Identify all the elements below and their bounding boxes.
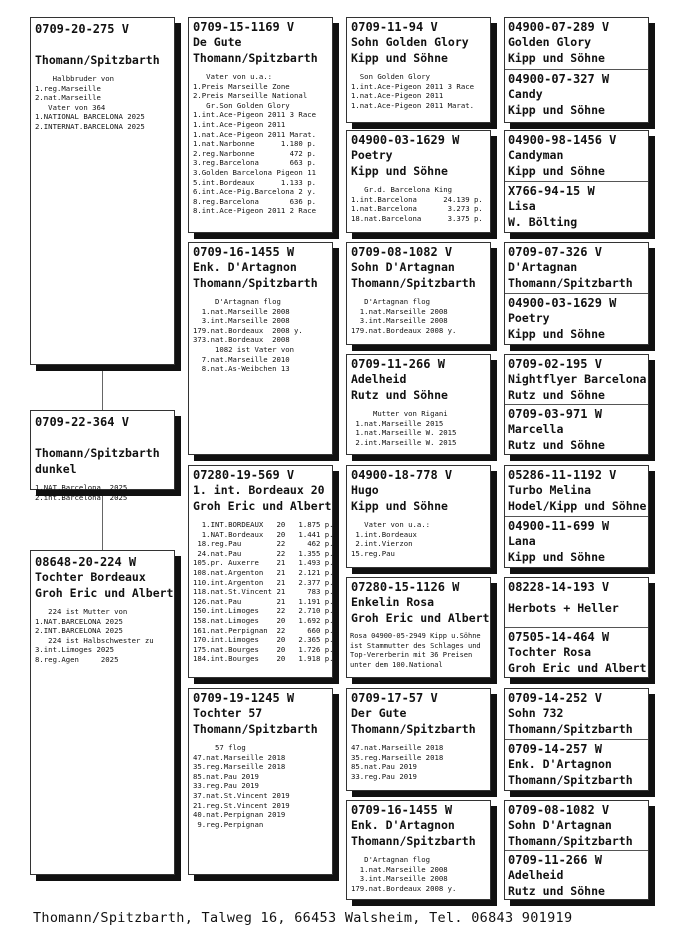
ring-number: 07280-19-569 V	[193, 468, 295, 482]
performance-notes: 57 flog 47.nat.Marseille 2018 35.reg.Marseille 2018 85.nat.Pau 2019 33.reg.Pau 2019 37.nat.St.Vincent 2019 21.reg.St.Vincent 2019 40.nat.Perpignan 2019 9.reg.Perpignan	[193, 743, 290, 829]
breeder-name: W. Bölting	[508, 215, 578, 229]
ring-number: 0709-19-1245 W	[193, 691, 295, 705]
breeder-name: Kipp und Söhne	[508, 164, 605, 178]
ring-number: 08228-14-193 V	[508, 580, 610, 594]
ring-number: 0709-16-1455 W	[193, 245, 295, 259]
ancestor-pair-card	[504, 800, 649, 900]
breeder-name: Thomann/Spitzbarth	[351, 834, 476, 848]
ring-number: 07280-15-1126 W	[351, 580, 460, 594]
pigeon-name	[31, 36, 174, 52]
ancestor-pair-card	[504, 688, 649, 791]
pigeon-name: D'Artagnan	[508, 260, 578, 274]
pigeon-card	[30, 17, 175, 365]
ring-number: 04900-18-778 V	[351, 468, 453, 482]
breeder-name: Thomann/Spitzbarth	[508, 834, 633, 848]
pigeon-name: Sohn D'Artagnan	[508, 818, 612, 832]
pigeon-name: Enkelin Rosa	[351, 595, 435, 609]
ring-number: 0709-14-252 V	[508, 691, 602, 705]
performance-notes: Gr.d. Barcelona King 1.int.Barcelona 24.139 p. 1.nat.Barcelona 3.273 p. 18.nat.Barcelona 3.375 p.	[351, 185, 483, 223]
ring-number: 04900-07-289 V	[508, 20, 610, 34]
breeder-name: Kipp und Söhne	[508, 51, 605, 65]
ring-number: 04900-03-1629 W	[351, 133, 460, 147]
pigeon-name: Sohn 732	[508, 706, 564, 720]
grandparent-card	[346, 800, 491, 900]
parent-card	[188, 242, 333, 455]
ring-number: 0709-20-275 V	[35, 22, 129, 36]
grandparent-card	[346, 465, 491, 568]
ring-number: 0709-17-57 V	[351, 691, 438, 705]
grandparent-card	[346, 688, 491, 791]
parent-card	[188, 688, 333, 875]
ring-number: X766-94-15 W	[508, 184, 595, 198]
ring-number: 07505-14-464 W	[508, 630, 610, 644]
ring-number: 0709-08-1082 V	[351, 245, 453, 259]
performance-notes: 1.NAT.Barcelona 2025 2.int.Barcelona 2025	[35, 483, 128, 502]
ring-number: 0709-16-1455 W	[351, 803, 453, 817]
breeder-name: Groh Eric und Albert	[193, 499, 332, 513]
ring-number: 04900-03-1629 W	[508, 296, 617, 310]
dam-card	[30, 550, 175, 875]
performance-notes: Rosa 04900-05-2949 Kipp u.Söhne ist Stammutter des Schlages und Top-Vererberin mit 36 Preisen unter dem 100.National	[350, 632, 481, 669]
breeder-name: Herbots + Heller	[508, 601, 619, 615]
ring-number: 0709-02-195 V	[508, 357, 602, 371]
ring-number: 0709-14-257 W	[508, 742, 602, 756]
breeder-name: Rutz und Söhne	[351, 388, 448, 402]
breeder-name: Kipp und Söhne	[351, 164, 448, 178]
pigeon-name: 1. int. Bordeaux 20	[193, 483, 325, 497]
breeder-name: Kipp und Söhne	[508, 327, 605, 341]
pigeon-name: Sohn D'Artagnan	[351, 260, 455, 274]
performance-notes: Son Golden Glory 1.int.Ace-Pigeon 2011 3 Race 1.nat.Ace-Pigeon 2011 1.nat.Ace-Pigeon 2011 Marat.	[351, 72, 475, 110]
breeder-name: Kipp und Söhne	[508, 103, 605, 117]
breeder-name: Groh Eric und Albert	[35, 586, 174, 600]
pigeon-name: Poetry	[508, 311, 550, 325]
pigeon-name: Tochter Rosa	[508, 645, 592, 659]
pigeon-name: Enk. D'Artagnon	[193, 260, 297, 274]
pigeon-name: Marcella	[508, 422, 564, 436]
ring-number: 0709-07-326 V	[508, 245, 602, 259]
breeder-name: Groh Eric und Albert	[351, 611, 490, 625]
ring-number: 0709-03-971 W	[508, 407, 602, 421]
breeder-name: Thomann/Spitzbarth	[193, 276, 318, 290]
ring-number: 04900-98-1456 V	[508, 133, 617, 147]
pigeon-name: Adelheid	[508, 868, 564, 882]
pigeon-name: Lana	[508, 534, 536, 548]
breeder-name: Thomann/Spitzbarth	[193, 51, 318, 65]
breeder-name: Rutz und Söhne	[508, 388, 605, 402]
ancestor-pair-card	[504, 465, 649, 568]
ring-number: 0709-11-94 V	[351, 20, 438, 34]
breeder-name: Kipp und Söhne	[351, 499, 448, 513]
breeder-name: Thomann/Spitzbarth	[508, 773, 633, 787]
pigeon-name: Lisa	[508, 199, 536, 213]
ring-number: 0709-11-266 W	[508, 853, 602, 867]
breeder-name: Thomann/Spitzbarth	[351, 276, 476, 290]
ring-number: 0709-08-1082 V	[508, 803, 610, 817]
ring-number: 0709-22-364 V	[35, 415, 129, 429]
parent-card	[188, 465, 333, 678]
grandparent-card	[346, 577, 491, 678]
pigeon-name: Sohn Golden Glory	[351, 35, 469, 49]
pedigree-connector	[102, 365, 103, 410]
performance-notes: Vater von u.a.: 1.Preis Marseille Zone 2.Preis Marseille National Gr.Son Golden Glory 1.int.Ace-Pigeon 2011 3 Race 1.int.Ace-Pigeon 2011 1.nat.Ace-Pigeon 2011 Marat. 1.nat.Narbonne 1.180 p. 2.reg.Narbonne 472 p. 3.reg.Barcelona 663 p. 3.Golden Barcelona Pigeon 11 5.int.Bordeaux 1.133 p. 6.int.Ace-Pig.Barcelona 2 y. 8.reg.Barcelona 636 p. 8.int.Ace-Pigeon 2011 2 Race	[193, 72, 317, 216]
breeder-name: Hodel/Kipp und Söhne	[508, 499, 647, 513]
ancestor-pair-card	[504, 577, 649, 678]
pigeon-name: Tochter 57	[193, 706, 263, 720]
ancestor-pair-card	[504, 130, 649, 233]
breeder-name: Thomann/Spitzbarth	[508, 276, 633, 290]
grandparent-card	[346, 17, 491, 123]
breeder-name: Thomann/Spitzbarth	[193, 722, 318, 736]
performance-notes: Mutter von Rigani 1.nat.Marseille 2015 1.nat.Marseille W. 2015 2.int.Marseille W. 2015	[355, 409, 457, 447]
breeder-name: Thomann/Spitzbarth	[35, 446, 160, 460]
pigeon-color: dunkel	[35, 462, 77, 476]
breeder-name: Groh Eric und Albert	[508, 661, 647, 675]
breeder-name: Thomann/Spitzbarth	[35, 53, 160, 67]
pigeon-name: Der Gute	[351, 706, 407, 720]
ring-number: 08648-20-224 W	[35, 555, 137, 569]
breeder-name: Rutz und Söhne	[508, 438, 605, 452]
performance-notes: D'Artagnan flog 1.nat.Marseille 2008 3.int.Marseille 2008 179.nat.Bordeaux 2008 y.	[351, 855, 457, 893]
performance-notes: D'Artagnan flog 1.nat.Marseille 2008 3.int.Marseille 2008 179.nat.Bordeaux 2008 y. 373.nat.Bordeaux 2008 1082 ist Vater von 7.nat.Marseille 2010 8.nat.As-Weibchen 13	[193, 297, 303, 374]
pigeon-name: Tochter Bordeaux	[35, 570, 146, 584]
sire-card	[30, 410, 175, 502]
ring-number: 04900-07-327 W	[508, 72, 610, 86]
pigeon-name: Golden Glory	[508, 35, 592, 49]
ring-number: 0709-11-266 W	[351, 357, 445, 371]
grandparent-card	[346, 130, 491, 233]
breeder-name: Thomann/Spitzbarth	[351, 722, 476, 736]
performance-notes: 47.nat.Marseille 2018 35.reg.Marseille 2018 85.nat.Pau 2019 33.reg.Pau 2019	[351, 743, 444, 781]
footer-contact: Thomann/Spitzbarth, Talweg 16, 66453 Walsheim, Tel. 06843 901919	[33, 910, 573, 926]
ring-number: 0709-15-1169 V	[193, 20, 295, 34]
ancestor-pair-card	[504, 354, 649, 455]
pigeon-name: Enk. D'Artagnon	[508, 757, 612, 771]
performance-notes: 224 ist Mutter von 1.NAT.BARCELONA 2025 2.INT.BARCELONA 2025 224 ist Halbschwester zu 3.int.Limoges 2025 8.reg.Agen 2025	[35, 607, 154, 664]
pigeon-name: Hugo	[351, 483, 379, 497]
breeder-name: Thomann/Spitzbarth	[508, 722, 633, 736]
grandparent-card	[346, 242, 491, 345]
pigeon-name	[31, 429, 174, 445]
breeder-name: Kipp und Söhne	[508, 550, 605, 564]
performance-notes: 1.INT.BORDEAUX 20 1.875 p. 1.NAT.Bordeaux 20 1.441 p. 18.reg.Pau 22 462 p. 24.nat.Pau 22 1.355 p. 105.pr. Auxerre 21 1.493 p. 108.nat.Argenton 21 2.121 p. 110.int.Argenton 21 2.377 p. 118.nat.St.Vincent 21 783 p. 126.nat.Pau 21 1.191 p. 150.int.Limoges 22 2.710 p. 158.nat.Limoges 20 1.692 p. 161.nat.Perpignan 22 660 p. 170.int.Limoges 20 2.365 p. 175.nat.Bourges 20 1.726 p. 184.int.Bourges 20 1.918 p.	[193, 520, 334, 664]
pigeon-name: Enk. D'Artagnon	[351, 818, 455, 832]
pigeon-name: Candy	[508, 87, 543, 101]
performance-notes: Vater von u.a.: 1.int.Bordeaux 2.int.Vierzon 15.reg.Pau	[351, 520, 431, 558]
pigeon-name: Turbo Melina	[508, 483, 592, 497]
ring-number: 05286-11-1192 V	[508, 468, 617, 482]
pigeon-name: Poetry	[351, 148, 393, 162]
parent-card	[188, 17, 333, 233]
pigeon-name: De Gute	[193, 35, 242, 49]
breeder-name: Rutz und Söhne	[508, 884, 605, 898]
grandparent-card	[346, 354, 491, 455]
pigeon-name: Candyman	[508, 148, 564, 162]
breeder-name: Kipp und Söhne	[351, 51, 448, 65]
ancestor-pair-card	[504, 242, 649, 345]
pigeon-name: Nightflyer Barcelona	[508, 372, 647, 386]
pigeon-name: Adelheid	[351, 372, 407, 386]
ancestor-pair-card	[504, 17, 649, 123]
performance-notes: Halbbruder von 1.reg.Marseille 2.nat.Marseille Vater von 364 1.NATIONAL BARCELONA 2025 2.INTERNAT.BARCELONA 2025	[35, 74, 145, 131]
ring-number: 04900-11-699 W	[508, 519, 610, 533]
performance-notes: D'Artagnan flog 1.nat.Marseille 2008 3.int.Marseille 2008 179.nat.Bordeaux 2008 y.	[351, 297, 457, 335]
